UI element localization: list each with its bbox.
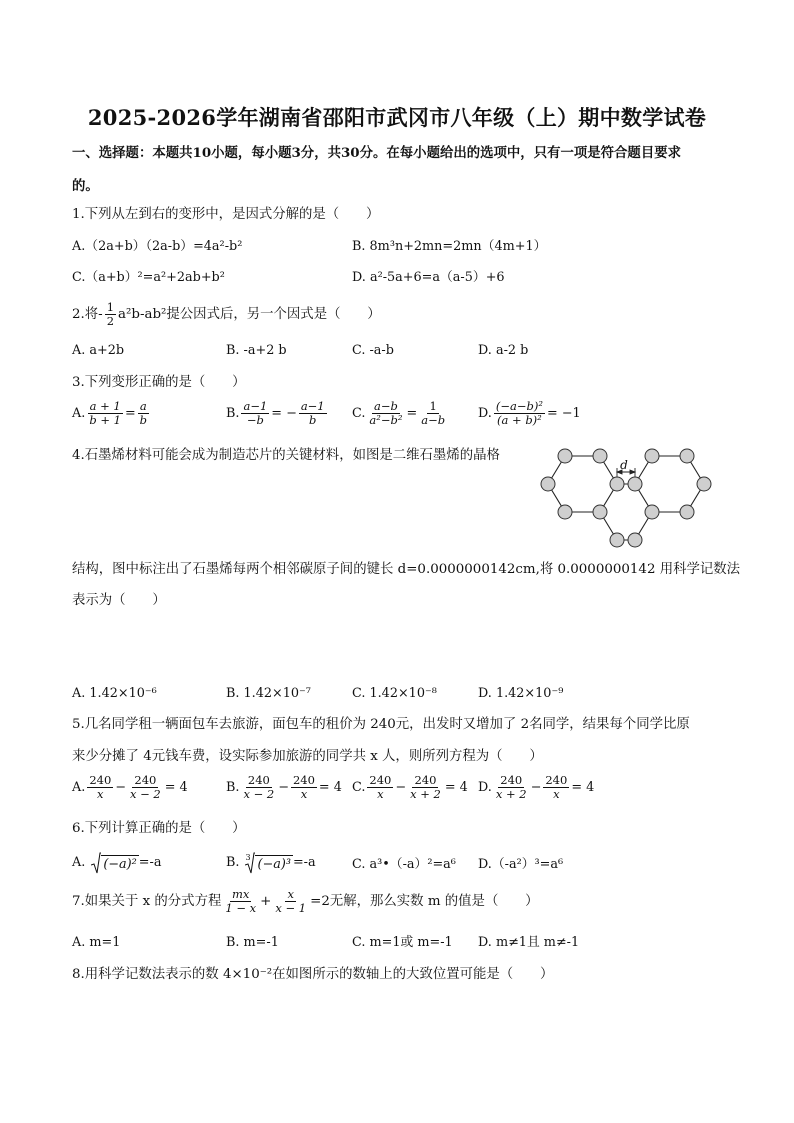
q5-d-rhs: = 4: [571, 779, 595, 795]
q5-b-frac1: [241, 774, 276, 801]
q5-d-num1: 240: [500, 773, 523, 787]
q5-c-num2: 240: [414, 773, 437, 787]
q6-a-radical: [91, 852, 138, 874]
q5-a-frac2: [128, 774, 163, 801]
q6-option-d: D.（-a²）³=a⁶: [478, 857, 564, 872]
q3-d-left-num: (−a−b)²: [495, 399, 543, 413]
q7-frac2-num: x: [287, 887, 294, 901]
q5-a-den1: x: [97, 787, 104, 801]
atom: [541, 477, 555, 491]
q3-option-d: [478, 400, 581, 427]
q3-b-left-num: a−1: [243, 399, 268, 413]
atom: [593, 449, 607, 463]
q3-c-eq: =: [406, 405, 418, 421]
q3-a-left: [87, 400, 123, 427]
atom: [680, 505, 694, 519]
atom: [628, 533, 642, 547]
page-title: 2025-2026学年湖南省邵阳市武冈市八年级（上）期中数学试卷: [87, 105, 707, 130]
q3-a-eq: =: [124, 405, 136, 421]
q4-option-c: C. 1.42×10⁻⁸: [352, 686, 437, 701]
q1-option-b: B. 8m³n+2mn=2mn（4m+1）: [352, 239, 547, 254]
q3-b-left: [241, 400, 269, 427]
q8-stem: 8.用科学记数法表示的数 4×10⁻²在如图所示的数轴上的大致位置可能是（ ）: [72, 967, 554, 982]
q3-b-right: [299, 400, 327, 427]
q5-d-den2: x: [553, 787, 560, 801]
q3-a-label: A.: [72, 405, 86, 421]
q5-c-rhs: = 4: [444, 779, 468, 795]
q2-option-d: D. a-2 b: [478, 343, 529, 358]
section-heading-line1: 一、选择题：本题共10小题，每小题3分，共30分。在每小题给出的选项中，只有一项是符合题目要求: [72, 145, 681, 161]
q2-stem: [72, 301, 381, 328]
q3-a-right: [138, 400, 149, 427]
q2-stem-suffix: a²b-ab²提公因式后，另一个因式是（ ）: [118, 306, 381, 322]
q2-option-c: C. -a-b: [352, 343, 394, 358]
q3-d-rhs: = −1: [546, 405, 581, 421]
q5-b-frac2: [291, 774, 317, 801]
q3-c-left: [367, 400, 404, 427]
q5-c-label: C.: [352, 779, 366, 795]
q5-c-frac1: [367, 774, 393, 801]
atom: [628, 477, 642, 491]
sqrt-icon: [91, 852, 101, 874]
atom: [610, 477, 624, 491]
q5-stem-line2: 来少分摊了 4元钱车费，设实际参加旅游的同学共 x 人，则所列方程为（ ）: [72, 749, 543, 764]
q4-stem-line3: 表示为（ ）: [72, 593, 166, 608]
q3-option-c: [352, 400, 449, 427]
q3-a-right-num: a: [139, 399, 147, 413]
atom: [558, 449, 572, 463]
atom: [697, 477, 711, 491]
atom: [645, 449, 659, 463]
q5-d-minus: −: [530, 779, 542, 795]
q6-a-label: A.: [72, 855, 86, 870]
q4-option-b: B. 1.42×10⁻⁷: [226, 686, 311, 701]
q6-stem: 6.下列计算正确的是（ ）: [72, 821, 246, 836]
atom: [593, 505, 607, 519]
q3-b-left-den: −b: [246, 413, 264, 427]
q5-c-den1: x: [377, 787, 384, 801]
q3-b-label: B.: [226, 405, 240, 421]
q7-option-c: C. m=1或 m=-1: [352, 935, 453, 950]
q7-option-b: B. m=-1: [226, 935, 279, 950]
q3-a-right-den: b: [139, 413, 148, 427]
q3-a-left-den: b + 1: [89, 413, 121, 427]
q7-frac2: [273, 888, 308, 915]
q5-a-num1: 240: [89, 773, 112, 787]
q5-a-frac1: [87, 774, 113, 801]
q5-b-rhs: = 4: [318, 779, 342, 795]
q3-c-label: C.: [352, 405, 366, 421]
q5-stem-line1: 5.几名同学租一辆面包车去旅游，面包车的租价为 240元，出发时又增加了 2名同学，结果每个同学比原: [72, 717, 690, 732]
q7-stem-prefix: 7.如果关于 x 的分式方程: [72, 893, 222, 909]
q3-b-right-den: b: [309, 413, 317, 427]
q3-d-left-den: (a + b)²: [497, 413, 542, 427]
q3-stem: 3.下列变形正确的是（ ）: [72, 375, 246, 390]
q3-c-left-den: a²−b²: [369, 413, 403, 427]
atom: [680, 449, 694, 463]
q4-option-d: D. 1.42×10⁻⁹: [478, 686, 564, 701]
q6-b-root-index: 3: [245, 853, 251, 862]
q3-c-right: [419, 400, 447, 427]
q5-b-minus: −: [278, 779, 289, 795]
q2-fraction: [105, 301, 116, 328]
q6-a-rhs: =-a: [138, 855, 162, 870]
q7-frac1: [223, 888, 258, 915]
q5-b-den2: x: [300, 787, 308, 801]
q1-stem: 1.下列从左到右的变形中，是因式分解的是（ ）: [72, 207, 380, 222]
q6-option-b: [226, 852, 316, 874]
q7-frac2-den: x − 1: [275, 901, 307, 915]
q2-option-b: B. -a+2 b: [226, 343, 287, 358]
q2-frac-num: 1: [106, 300, 115, 314]
q5-a-num2: 240: [134, 773, 157, 787]
atom: [558, 505, 572, 519]
q1-option-c: C.（a+b）²=a²+2ab+b²: [72, 270, 225, 285]
q2-option-a: A. a+2b: [72, 343, 125, 358]
q5-d-frac2: [543, 774, 569, 801]
q6-option-a: [72, 852, 161, 874]
atom: [645, 505, 659, 519]
q7-option-d: D. m≠1且 m≠-1: [478, 935, 580, 950]
q7-stem: [72, 888, 539, 915]
bond-length-label: d: [620, 458, 628, 472]
q5-c-den2: x + 2: [410, 787, 441, 801]
q5-option-c: [352, 774, 468, 801]
q4-stem-line1: 4.石墨烯材料可能会成为制造芯片的关键材料，如图是二维石墨烯的晶格: [72, 448, 500, 463]
q5-a-minus: −: [115, 779, 126, 795]
q5-a-rhs: = 4: [164, 779, 188, 795]
q3-d-label: D.: [478, 405, 492, 421]
q3-c-right-num: 1: [429, 399, 437, 413]
q3-c-right-den: a−b: [421, 413, 446, 427]
q2-frac-den: 2: [106, 314, 115, 328]
q3-b-mid: = −: [271, 405, 297, 421]
q3-option-a: [72, 400, 151, 427]
q3-option-b: [226, 400, 329, 427]
q6-a-radicand: (−a)²: [103, 857, 137, 872]
q7-stem-suffix: =2无解，那么实数 m 的值是（ ）: [310, 893, 539, 909]
q4-option-a: A. 1.42×10⁻⁶: [72, 686, 157, 701]
q3-d-left: [494, 400, 545, 427]
q4-stem-line2: 结构，图中标注出了石墨烯每两个相邻碳原子间的键长 d=0.0000000142cm,将 0.0000000142 用科学记数法: [72, 562, 741, 577]
q5-option-d: [478, 774, 594, 801]
q5-d-frac1: [494, 774, 529, 801]
q2-stem-prefix: 2.将-: [72, 306, 103, 322]
q3-a-left-num: a + 1: [89, 399, 121, 413]
q7-plus: +: [260, 893, 272, 909]
q5-c-minus: −: [395, 779, 407, 795]
q7-frac1-den: 1 − x: [225, 901, 257, 915]
q5-d-num2: 240: [545, 773, 568, 787]
q5-option-a: [72, 774, 188, 801]
q5-a-label: A.: [72, 779, 86, 795]
q5-option-b: [226, 774, 342, 801]
q7-frac1-num: mx: [232, 887, 250, 901]
q1-option-d: D. a²-5a+6=a（a-5）+6: [352, 270, 505, 285]
q5-b-den1: x − 2: [243, 787, 275, 801]
q3-c-left-num: a−b: [374, 399, 398, 413]
graphene-lattice-figure: [538, 442, 722, 554]
q6-b-rhs: =-a: [292, 855, 316, 870]
q5-d-label: D.: [478, 779, 492, 795]
q6-b-label: B.: [226, 855, 240, 870]
q5-a-den2: x − 2: [130, 787, 161, 801]
q5-b-num1: 240: [247, 773, 270, 787]
atom: [610, 533, 624, 547]
q5-d-den1: x + 2: [495, 787, 527, 801]
q5-c-frac2: [408, 774, 443, 801]
q6-b-radicand: (−a)³: [257, 857, 291, 872]
q6-b-radical: [245, 852, 292, 874]
q1-option-a: A.（2a+b）（2a-b）=4a²-b²: [72, 239, 243, 254]
q5-b-num2: 240: [292, 773, 315, 787]
q3-b-right-num: a−1: [300, 399, 325, 413]
q5-b-label: B.: [226, 779, 240, 795]
section-heading-line2: 的。: [72, 178, 99, 194]
q7-option-a: A. m=1: [72, 935, 121, 950]
q5-c-num1: 240: [369, 773, 392, 787]
q6-option-c: C. a³•（-a）²=a⁶: [352, 857, 456, 872]
